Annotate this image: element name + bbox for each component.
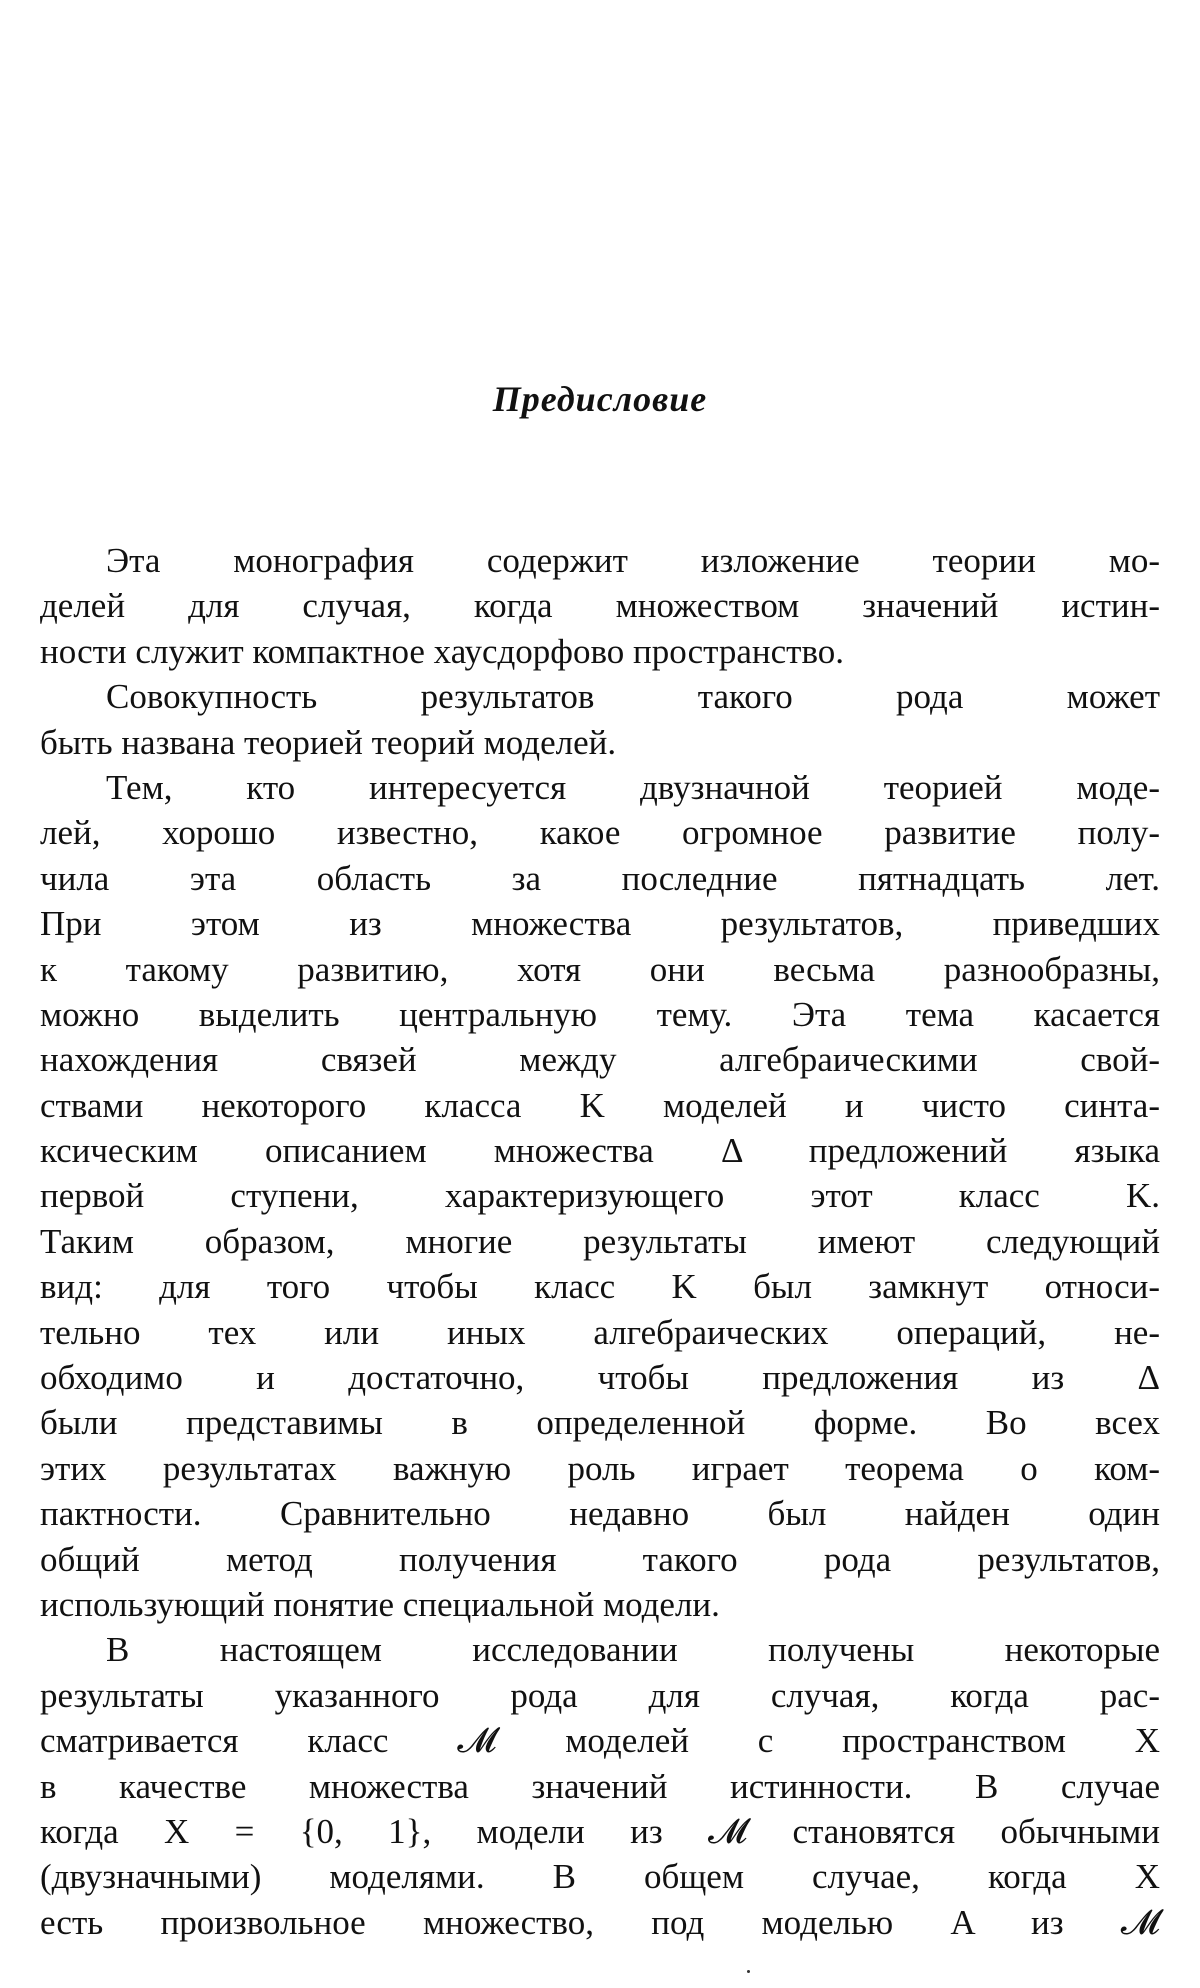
text-line: вид: для того чтобы класс K был замкнут относи-	[40, 1267, 1160, 1307]
text-line: Эта монография содержит изложение теории мо-	[106, 541, 1160, 580]
text-line: Тем, кто интересуется двузначной теорией моде-	[106, 767, 1160, 807]
text-line: этих результатах важную роль играет теорема о ком-	[40, 1448, 1160, 1488]
text-line: были представимы в определенной форме. Во всех	[40, 1403, 1160, 1443]
text-line: к такому развитию, хотя они весьма разнообразны,	[40, 949, 1160, 989]
text-line: тельно тех или иных алгебраических операций, не-	[40, 1312, 1160, 1352]
text-line: первой ступени, характеризующего этот класс K.	[40, 1176, 1160, 1216]
text-line: результаты указанного рода для случая, когда рас-	[40, 1675, 1160, 1715]
text-line: сматривается класс 𝓜 моделей с пространством X	[40, 1721, 1160, 1761]
text-line: лей, хорошо известно, какое огромное развитие полу-	[40, 813, 1160, 853]
text-line: использующий понятие специальной модели.	[40, 1584, 720, 1624]
text-line: в качестве множества значений истинности. В случае	[40, 1766, 1160, 1806]
text-line: ксическим описанием множества Δ предложений языка	[40, 1131, 1160, 1171]
text-line: ствами некоторого класса K моделей и чисто синта-	[40, 1085, 1160, 1125]
text-line: В настоящем исследовании получены некоторые	[106, 1630, 1160, 1670]
text-line: При этом из множества результатов, приведших	[40, 904, 1160, 944]
text-line: есть произвольное множество, под моделью A из 𝓜	[40, 1902, 1160, 1942]
text-line: нахождения связей между алгебраическими свой-	[40, 1040, 1160, 1080]
text-line: ности служит компактное хаусдорфово пространство.	[40, 631, 845, 671]
text-line: чила эта область за последние пятнадцать лет.	[40, 858, 1160, 898]
text-line: Совокупность результатов такого рода может	[106, 677, 1160, 717]
body-text	[40, 538, 1160, 1945]
page-title: Предисловие	[492, 379, 708, 419]
text-line: общий метод получения такого рода результатов,	[40, 1539, 1160, 1579]
text-line: Таким образом, многие результаты имеют следующий	[40, 1221, 1160, 1261]
text-line: можно выделить центральную тему. Эта тема касается	[40, 994, 1160, 1034]
text-line: делей для случая, когда множеством значений истин-	[40, 586, 1160, 626]
text-line: пактности. Сравнительно недавно был найден один	[40, 1494, 1160, 1534]
text-line: (двузначными) моделями. В общем случае, когда X	[40, 1857, 1160, 1897]
text-line: быть названа теорией теорий моделей.	[40, 722, 617, 762]
print-speck	[747, 1970, 750, 1973]
text-line: когда X = {0, 1}, модели из 𝓜 становятся обычными	[40, 1811, 1160, 1851]
text-line: обходимо и достаточно, чтобы предложения из Δ	[40, 1358, 1160, 1398]
